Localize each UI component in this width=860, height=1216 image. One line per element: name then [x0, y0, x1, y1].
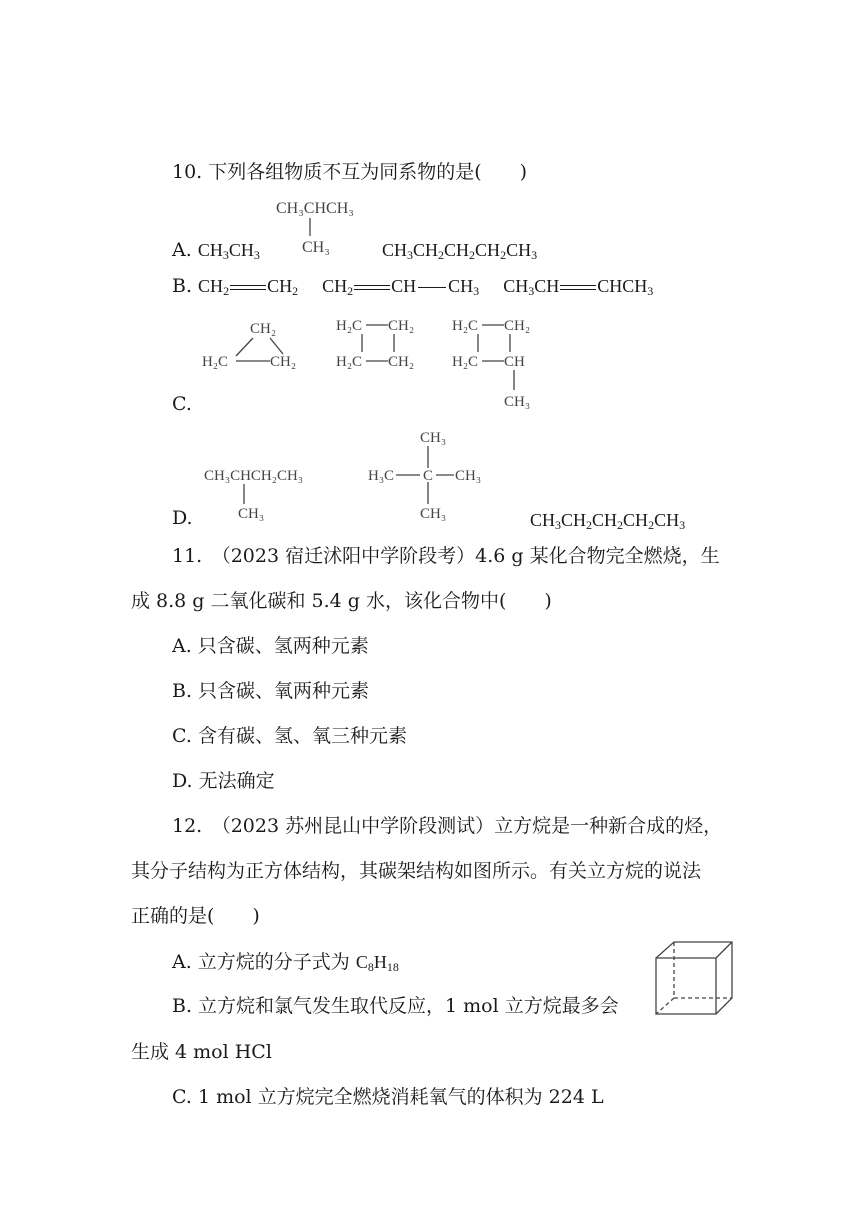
q10-d-methylbutane: [200, 460, 345, 522]
q10-c-label: C.: [172, 393, 192, 415]
svg-text:CH₂: CH₂: [250, 321, 277, 337]
q11-option-d: D. 无法确定: [172, 770, 275, 792]
svg-text:H₃C: H₃C: [368, 468, 395, 484]
svg-text:CH₃: CH₃: [420, 430, 447, 446]
q10-a-label: A.: [172, 239, 198, 261]
q12-line2: 其分子结构为正方体结构，其碳架结构如图所示。有关立方烷的说法: [131, 860, 702, 882]
q10-c-methylcyclobutane: [450, 312, 550, 412]
svg-text:CH₃CHCH₂CH₃: CH₃CHCH₂CH₃: [204, 468, 304, 484]
cubane-cube-diagram: [650, 938, 736, 1018]
svg-text:H₂C: H₂C: [452, 354, 479, 370]
svg-text:CH₂: CH₂: [504, 318, 531, 334]
svg-text:CH₂: CH₂: [270, 354, 297, 370]
q10-a-isobutane-structure: [270, 196, 380, 258]
q11-line1: 11. （2023 宿迁沭阳中学阶段考）4.6 g 某化合物完全燃烧，生: [172, 545, 720, 567]
svg-text:C: C: [423, 468, 434, 484]
svg-text:H₂C: H₂C: [202, 354, 229, 370]
svg-text:H₂C: H₂C: [452, 318, 479, 334]
svg-text:CH₃: CH₃: [455, 468, 482, 484]
q10-c-cyclobutane: [334, 312, 429, 374]
q10-option-a: A. $CH_3CH_3$ $CH_3CH_2CH_2CH_2CH_3$: [172, 239, 538, 262]
q12-option-c: C. 1 mol 立方烷完全燃烧消耗氧气的体积为 224 L: [172, 1086, 604, 1108]
q12-option-b-line2: 生成 4 mol HCl: [131, 1041, 272, 1063]
svg-text:CH₃: CH₃: [504, 394, 531, 410]
q10-c-cyclopropane: [198, 316, 313, 376]
q12-line1: 12. （2023 苏州昆山中学阶段测试）立方烷是一种新合成的烃，: [172, 815, 723, 837]
q10-d-neopentane: [364, 424, 494, 524]
isobutane-main-text: CH₃CHCH₃: [276, 200, 354, 217]
q10-d-pentane: $CH_3CH_2CH_2CH_2CH_3$: [530, 510, 686, 532]
q12-option-b-line1: B. 立方烷和氯气发生取代反应，1 mol 立方烷最多会: [172, 995, 619, 1017]
svg-text:H₂C: H₂C: [336, 354, 363, 370]
q12-a-text: A. 立方烷的分子式为: [172, 951, 356, 973]
q10-option-b: B. $CH_2$ $CH_2$ $CH_2$ CH $CH_3$ $CH_3CH$ $CHCH_3$: [172, 275, 654, 298]
q11-option-c: C. 含有碳、氢、氧三种元素: [172, 725, 407, 747]
q12-line3: 正确的是( ): [131, 905, 260, 927]
q11-line2: 成 8.8 g 二氧化碳和 5.4 g 水，该化合物中( ): [131, 590, 552, 612]
q11-option-a: A. 只含碳、氢两种元素: [172, 635, 369, 657]
q11-option-b: B. 只含碳、氧两种元素: [172, 680, 370, 702]
q10-stem: 10. 下列各组物质不互为同系物的是( ): [172, 161, 528, 183]
svg-text:CH₃: CH₃: [238, 506, 265, 522]
svg-text:CH: CH: [504, 354, 525, 370]
svg-text:H₂C: H₂C: [336, 318, 363, 334]
svg-text:CH₃: CH₃: [420, 506, 447, 522]
svg-text:CH₂: CH₂: [388, 354, 415, 370]
svg-text:CH₂: CH₂: [388, 318, 415, 334]
q12-option-a: A. 立方烷的分子式为 $C_8H_{18}$: [172, 951, 399, 974]
q10-b-label: B.: [172, 275, 199, 297]
q10-d-label: D.: [172, 507, 193, 529]
isobutane-branch-text: CH₃: [302, 239, 330, 256]
